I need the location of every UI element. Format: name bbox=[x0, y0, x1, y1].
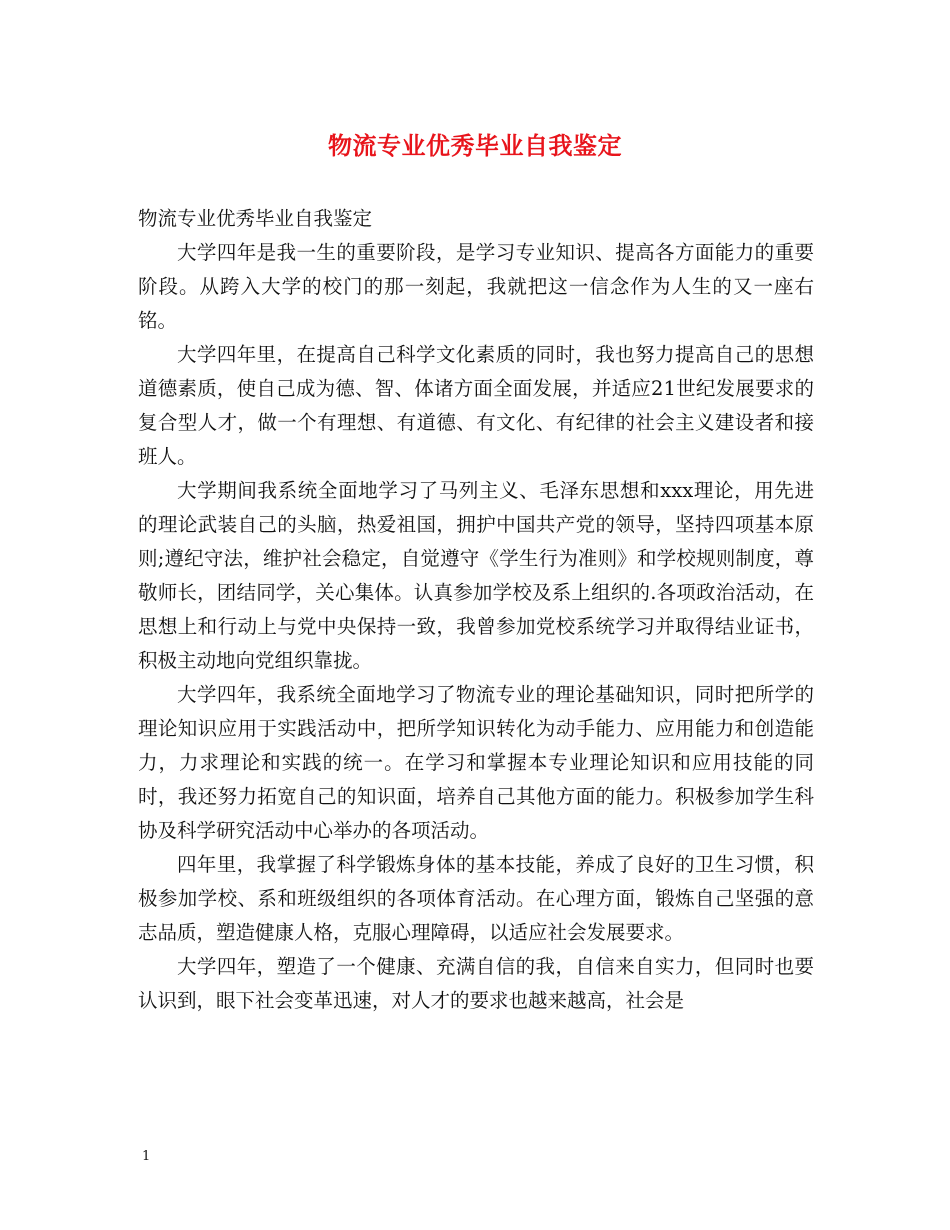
paragraph-1: 大学四年是我一生的重要阶段，是学习专业知识、提高各方面能力的重要阶段。从跨入大学的校门的那一刻起，我就把这一信念作为人生的又一座右铭。 bbox=[138, 241, 814, 332]
document-title: 物流专业优秀毕业自我鉴定 bbox=[328, 131, 622, 160]
body-heading-line: 物流专业优秀毕业自我鉴定 bbox=[138, 207, 373, 230]
paragraph-2: 大学四年里，在提高自己科学文化素质的同时，我也努力提高自己的思想道德素质，使自己成为德、智、体诸方面全面发展，并适应21世纪发展要求的复合型人才，做一个有理想、有道德、有文化、有纪律的社会主义建设者和接班人。 bbox=[138, 343, 814, 468]
paragraph-4: 大学四年，我系统全面地学习了物流专业的理论基础知识，同时把所学的理论知识应用于实践活动中，把所学知识转化为动手能力、应用能力和创造能力，力求理论和实践的统一。在学习和掌握本专业理论知识和应用技能的同时，我还努力拓宽自己的知识面，培养自己其他方面的能力。积极参加学生科协及科学研究活动中心举办的各项活动。 bbox=[138, 683, 814, 842]
document-body bbox=[138, 202, 814, 1018]
paragraph-5: 四年里，我掌握了科学锻炼身体的基本技能，养成了良好的卫生习惯，积极参加学校、系和班级组织的各项体育活动。在心理方面，锻炼自己坚强的意志品质，塑造健康人格，克服心理障碍，以适应社会发展要求。 bbox=[138, 853, 814, 944]
page-number: 1 bbox=[142, 1149, 151, 1164]
paragraph-6: 大学四年，塑造了一个健康、充满自信的我，自信来自实力，但同时也要认识到，眼下社会变革迅速，对人才的要求也越来越高，社会是 bbox=[138, 955, 814, 1012]
paragraph-3: 大学期间我系统全面地学习了马列主义、毛泽东思想和xxx理论，用先进的理论武装自己的头脑，热爱祖国，拥护中国共产党的领导，坚持四项基本原则;遵纪守法，维护社会稳定，自觉遵守《学生行为准则》和学校规则制度，尊敬师长，团结同学，关心集体。认真参加学校及系上组织的.各项政治活动，在思想上和行动上与党中央保持一致，我曾参加党校系统学习并取得结业证书，积极主动地向党组织靠拢。 bbox=[138, 479, 814, 672]
